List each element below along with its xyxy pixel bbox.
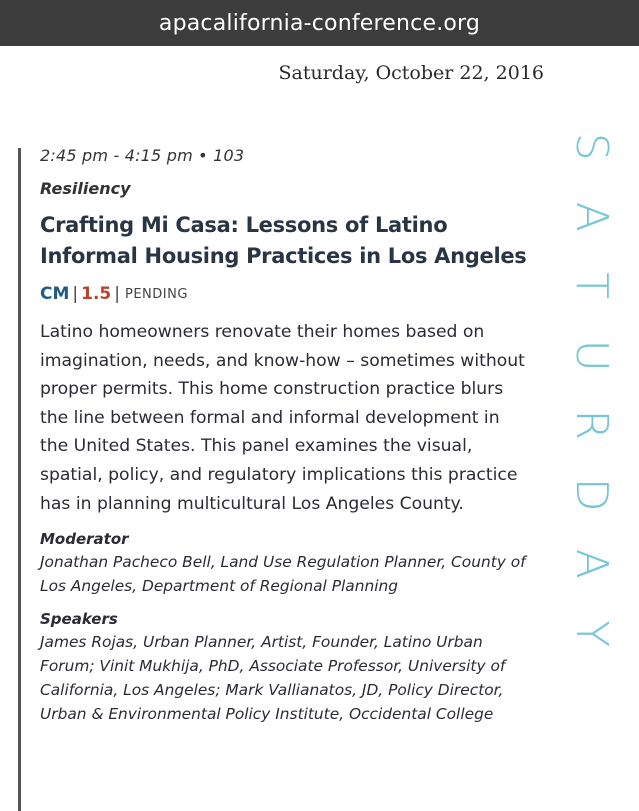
day-letter: R bbox=[565, 409, 617, 441]
vertical-day-label bbox=[561, 112, 621, 668]
day-letter: U bbox=[565, 339, 617, 372]
session-card bbox=[40, 146, 530, 738]
credits-value: 1.5 bbox=[81, 284, 112, 304]
day-letter: D bbox=[565, 477, 617, 512]
cm-label: CM bbox=[40, 284, 70, 304]
credits-divider: | bbox=[72, 284, 79, 304]
session-category: Resiliency bbox=[40, 179, 131, 198]
session-time: 2:45 pm - 4:15 pm • 103 bbox=[40, 146, 245, 165]
page-date: Saturday, October 22, 2016 bbox=[278, 62, 544, 84]
speakers-heading: Speakers bbox=[40, 610, 118, 629]
day-letter: A bbox=[565, 548, 617, 579]
session-description: Latino homeowners renovate their homes based on imagination, needs, and know-how – sometimes without proper permits. This home construction practice blurs the line between formal and informal development in the United States. This panel examines the visual, spatial, policy, and regulatory implications this practice has in planning multicultural Los Angeles County. bbox=[40, 322, 525, 514]
day-letter: Y bbox=[565, 619, 617, 647]
address-bar[interactable] bbox=[0, 0, 639, 46]
credits-divider: | bbox=[114, 284, 120, 304]
speakers-text: James Rojas, Urban Planner, Artist, Founder, Latino Urban Forum; Vinit Mukhija, PhD, Associate Professor, University of California, Los Angeles; Mark Vallianatos, JD, Policy Director, Urban & Environmental Policy Institute, Occidental College bbox=[40, 633, 506, 724]
left-accent-bar bbox=[18, 148, 21, 811]
url-text: apacalifornia-conference.org bbox=[158, 10, 481, 36]
day-letter: T bbox=[565, 272, 617, 300]
moderator-text: Jonathan Pacheco Bell, Land Use Regulation Planner, County of Los Angeles, Department of Regional Planning bbox=[40, 553, 526, 596]
session-title: Crafting Mi Casa: Lessons of Latino Informal Housing Practices in Los Angeles bbox=[40, 213, 527, 268]
moderator-heading: Moderator bbox=[40, 530, 129, 549]
day-letter: S bbox=[565, 132, 617, 161]
credits-row bbox=[40, 284, 530, 304]
credits-status: PENDING bbox=[125, 286, 188, 302]
day-letter: A bbox=[565, 201, 617, 232]
